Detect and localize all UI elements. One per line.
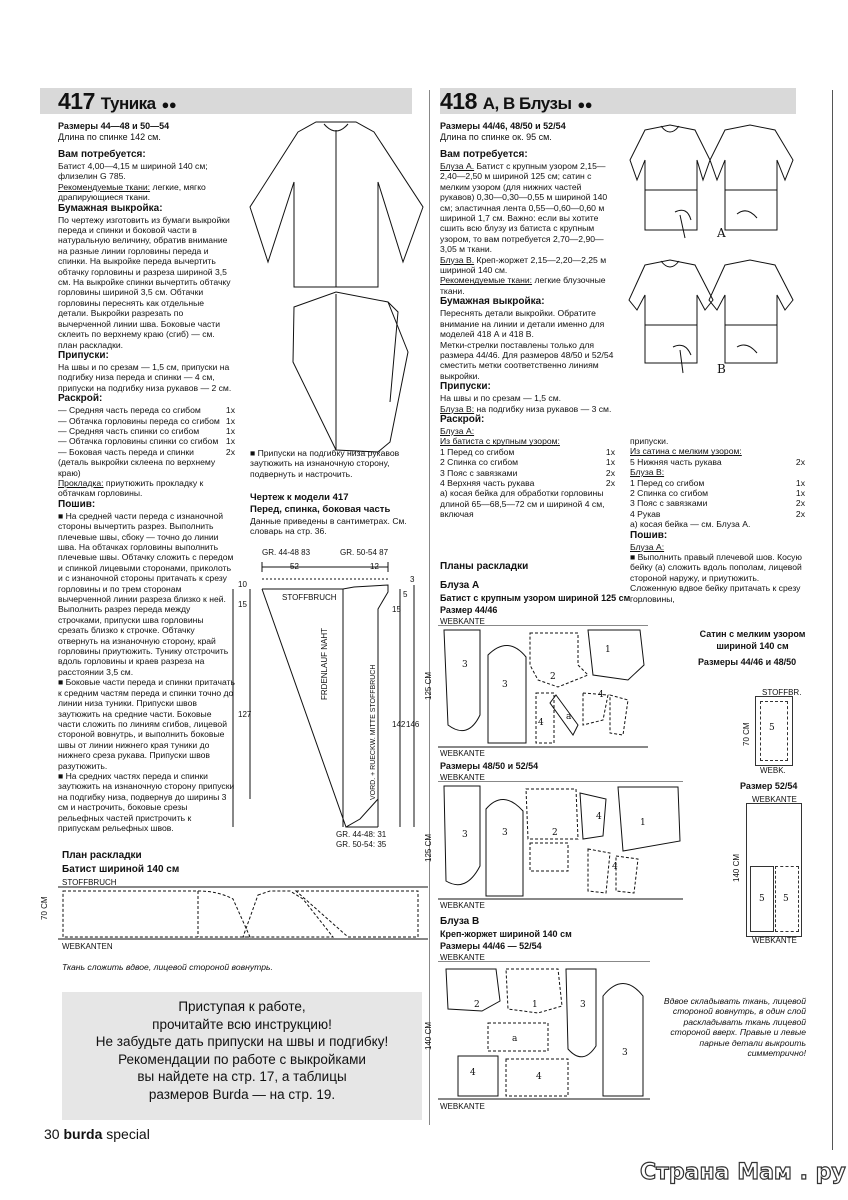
cut-list-item: [58, 447, 235, 478]
cut-list-b-item: [630, 478, 805, 488]
cut-heading: Раскрой:: [58, 393, 103, 405]
page-edge: [832, 90, 833, 1150]
cut-list-item-qty: 2х: [225, 446, 235, 457]
need-text: Батист 4,00—4,15 м шириной 140 см; флизелин G 785.: [58, 161, 208, 182]
dim-15a: 15: [238, 600, 247, 609]
length: Длина по спинке ок. 95 см.: [440, 132, 552, 142]
brand-logo: burda: [63, 1126, 103, 1142]
cut-list-item-label: — Боковая часть переда и спинки (деталь выкройки склеена по верхнему краю): [58, 446, 216, 478]
layout-heading: План раскладки: [62, 850, 142, 861]
dim-125-a2: 125 CM: [424, 833, 433, 862]
plan-a-heading: Блуза А: [440, 580, 480, 591]
fabrics-text: легкие блузочные ткани.: [440, 275, 606, 296]
cut-list-b-item-label: 4 Рукав: [630, 508, 661, 519]
pattern-draft: [228, 557, 428, 857]
draft-sub: Перед, спинка, боковая часть: [250, 504, 391, 515]
satin-label: Из сатина с мелким узором:: [630, 446, 742, 457]
sew-a-text: ■ Выполнить правый плечевой шов. Косую бейку (а) сложить вдоль пополам, лицевой стороной наружу, и приутюжить. Сложенную вдвое бейку притачать к срезу горловины,: [630, 552, 802, 604]
brand-special: special: [106, 1126, 150, 1142]
dim-125-a1: 125 CM: [424, 671, 433, 700]
webkante-a2-bot: WEBKANTE: [440, 901, 485, 910]
plan-a-sub: Батист с крупным узором шириной 125 см: [440, 593, 631, 603]
cut-list-a-item: [440, 468, 615, 478]
allow-b-label: Блуза В:: [440, 403, 475, 414]
difficulty-dots: ●●: [577, 97, 593, 112]
center-fold-label: VORD. + RUECKW. MITTE STOFFBRUCH: [370, 664, 377, 800]
notice-text: Приступая к работе, прочитайте всю инструкцию! Не забудьте дать припуски на швы и подгибку! Рекомендации по работе с выкройками вы найдете на стр. 17, а таблицы размеров Burda — на стр. 19.: [95, 999, 389, 1102]
cut-list-item-label: — Средняя часть спинки со сгибом: [58, 425, 200, 436]
cut-a-sub: Из батиста с крупным узором:: [440, 436, 560, 447]
webkante-a1-top: WEBKANTE: [440, 617, 485, 626]
webkante-b-top: WEBKANTE: [440, 953, 485, 962]
draft-note: Данные приведены в сантиметрах. См. словарь на стр. 36.: [250, 516, 407, 537]
model-name: А, В Блузы: [482, 94, 572, 113]
dim-10: 10: [238, 580, 247, 589]
gr-top-a: GR. 44-48 83: [262, 548, 311, 557]
column-divider: [429, 90, 430, 1125]
layout-a2: [438, 781, 683, 901]
cut-b-note: а) косая бейка — см. Блуза А.: [630, 519, 751, 530]
need-heading: Вам потребуется:: [58, 149, 146, 160]
layout-webkanten: WEBKANTEN: [62, 942, 113, 951]
paper-heading: Бумажная выкройка:: [58, 202, 163, 214]
plan-a-size: Размер 44/46: [440, 605, 498, 615]
webkante-a2-top: WEBKANTE: [440, 773, 485, 782]
layout-417: [58, 885, 428, 943]
fabrics-label: Рекомендуемые ткани:: [58, 181, 151, 192]
tunic-sketch: [238, 112, 438, 460]
dim-5: 5: [403, 590, 408, 599]
paper-text: По чертежу изготовить из бумаги выкройки переда и спинки и боковой части в натуральную величину, обратив внимание на разные линии горловины переда и спинки. На выкройке переда вычертить обтачку горловины и разреза шириной 3,5 см. На выкройке спинки вычертить обтачку горловины шириной 3,5 см. Обтачки горловины переснять как отдельные детали. Выкройки разрезать по вычерченной линии шва. Боковые части склеить по верхнему краю (сгиб) — см. план раскладки.: [58, 214, 231, 350]
cut-a-label: Блуза А:: [440, 425, 475, 436]
layout-stoffbruch: STOFFBRUCH: [62, 878, 117, 887]
cut-list-b-item: [630, 488, 805, 498]
paper-text: Переснять детали выкройки. Обратите внимание на линии и детали именно для моделей 418 А и 418 В. Метки-стрелки поставлены только для размера 44/46. Для размеров 48/50 и 52/54 сместить метки соответственно линиям выкройки.: [440, 308, 614, 381]
cut-list-a-item-qty: 1х: [605, 457, 615, 468]
cut-list-a-item: [440, 478, 615, 488]
difficulty-dots: ●●: [161, 97, 177, 112]
satin-webk: WEBK.: [760, 766, 786, 775]
page-number: 30: [44, 1126, 60, 1142]
satin2-webkante-top: WEBKANTE: [752, 795, 797, 804]
satin2-webkante-bot: WEBKANTE: [752, 936, 797, 945]
cut-list-item: [58, 405, 235, 415]
cut-a-note: а) косая бейка для обработки горловины длиной 65—68,5—72 см и шириной 4 см, включая: [440, 488, 605, 520]
cut-list-b-item-qty: 1х: [795, 477, 805, 488]
seam-label: FRDENLAUF NAHT: [320, 627, 329, 700]
plan-b-sub: Креп-жоржет шириной 140 см: [440, 929, 572, 939]
layout-a1: [438, 625, 648, 749]
cut-list-a-item-qty: 1х: [605, 446, 615, 457]
cut-list-b-item-label: 3 Пояс с завязками: [630, 498, 708, 509]
cut-heading: Раскрой:: [440, 413, 485, 425]
layout-sub: Батист шириной 140 см: [62, 864, 180, 875]
cut-list-a-item: [440, 457, 615, 467]
allow-text: На швы и по срезам — 1,5 см, припуски на подгибку низа переда и спинки — 4 см, припуски на подгибку низа рукавов — 2 см.: [58, 361, 232, 393]
cut-list-item-label: — Средняя часть переда со сгибом: [58, 405, 201, 416]
interfacing-text: приутюжить прокладку к обтачкам горловины.: [58, 477, 204, 499]
cut-list-a-item-qty: 2х: [605, 477, 615, 488]
plans-heading: Планы раскладки: [440, 561, 529, 572]
cut-list-item: [58, 426, 235, 436]
need-b-label: Блуза В.: [440, 254, 475, 265]
need-a: Батист с крупным узором 2,15—2,40—2,50 м шириной 125 см; сатин с мелким узором (для нижних частей рукавов) 0,30—0,30—0,55 м шириной 140 см; эластичная лента 0,55—0,60—0,60 м шириной 1,7 см. Важно: если вы хотите сшить всю блузу из батиста с крупным узором, то вам потребуется 2,70—2,90—3,05 м ткани.: [440, 161, 608, 255]
text-column-418: [440, 121, 615, 520]
cut-list-b-item-qty: 2х: [795, 508, 805, 519]
interfacing-label: Прокладка:: [58, 477, 104, 488]
cut-list-a-item-label: 1 Перед со сгибом: [440, 446, 515, 457]
cut-list-b-item-qty: 1х: [795, 488, 805, 499]
blouse-a-sketch: [625, 120, 800, 245]
satin2-140cm: 140 CM: [732, 853, 741, 882]
allow-heading: Припуски:: [58, 349, 109, 361]
paper-heading: Бумажная выкройка:: [440, 296, 545, 308]
satin-stoffbr: STOFFBR.: [762, 688, 802, 697]
layout-caption: Ткань сложить вдвое, лицевой стороной вовнутрь.: [62, 962, 273, 972]
cut-list-a-item-label: 2 Спинка со сгибом: [440, 457, 519, 468]
dim-15b: 15: [392, 605, 401, 614]
cut-list-b-item-label: 2 Спинка со сгибом: [630, 488, 709, 499]
text-column-418-right: [630, 436, 805, 604]
cut-list-b-item: [630, 498, 805, 508]
cut-list-item-qty: 1х: [225, 425, 235, 436]
layout-b: [438, 961, 650, 1101]
satin-list-item-label: 5 Нижняя часть рукава: [630, 456, 722, 467]
satin-list: [630, 457, 805, 467]
cut-list-item-label: — Обтачка горловины переда со сгибом: [58, 415, 220, 426]
cut-list-item-qty: 1х: [225, 436, 235, 447]
satin-list-item: [630, 457, 805, 467]
allowance-cont: припуски.: [630, 436, 669, 446]
fabrics-label: Рекомендуемые ткани:: [440, 275, 533, 286]
page-footer: [44, 1126, 150, 1142]
dim-127: 127: [238, 710, 252, 719]
dim-142: 142: [392, 720, 406, 729]
model-number: 417: [58, 88, 95, 114]
layout-70cm: 70 CM: [40, 896, 49, 920]
cut-list-a-item-label: 3 Пояс с завязками: [440, 467, 518, 478]
cut-list-b: [630, 478, 805, 520]
sizes: Размеры 44—48 и 50—54: [58, 121, 170, 131]
satin-layout-1: 5: [755, 696, 793, 766]
satin-size2: Размер 52/54: [740, 781, 798, 791]
cut-list-b-item-label: 1 Перед со сгибом: [630, 477, 705, 488]
cut-list-item: [58, 416, 235, 426]
webkante-b-bot: WEBKANTE: [440, 1102, 485, 1111]
model-title-418: [440, 88, 592, 115]
satin-layout-2: 5 5: [746, 803, 802, 937]
webkante-a1-bot: WEBKANTE: [440, 749, 485, 758]
text-column-417: [58, 121, 235, 833]
gr-bot-a: GR. 44-48: 31: [336, 830, 387, 839]
plan-a2-size: Размеры 48/50 и 52/54: [440, 761, 539, 771]
figure-b-label: B: [717, 362, 726, 376]
cut-list-item-qty: 1х: [225, 415, 235, 426]
cut-list-a: [440, 447, 615, 489]
gr-top-b: GR. 50-54 87: [340, 548, 389, 557]
cut-list-a-item-qty: 2х: [605, 467, 615, 478]
plan-b-size: Размеры 44/46 — 52/54: [440, 941, 542, 951]
need-heading: Вам потребуется:: [440, 149, 528, 160]
cut-list-item-qty: 1х: [225, 405, 235, 416]
need-b: Креп-жоржет 2,15—2,20—2,25 м шириной 140 см.: [440, 254, 607, 276]
model-title-417: [58, 88, 176, 115]
cut-list-a-item: [440, 447, 615, 457]
draft-heading: Чертеж к модели 417: [250, 492, 349, 503]
satin-size: Размеры 44/46 и 48/50: [698, 657, 797, 667]
allow-text: На швы и по срезам — 1,5 см.: [440, 393, 561, 404]
sleeve-note: ■ Припуски на подгибку низа рукавов заутюжить на изнаночную сторону, подвернуть и настрочить.: [250, 448, 400, 479]
model-number: 418: [440, 88, 477, 114]
cut-list-item-label: — Обтачка горловины спинки со сгибом: [58, 436, 219, 447]
model-name: Туника: [100, 94, 156, 113]
cut-list: [58, 405, 235, 478]
cut-list-item: [58, 436, 235, 446]
cut-b-label: Блуза В:: [630, 467, 665, 478]
satin-70cm: 70 CM: [742, 722, 751, 746]
dim-140-b: 140 CM: [424, 1021, 433, 1050]
sizes: Размеры 44/46, 48/50 и 52/54: [440, 121, 566, 131]
draft-header: [250, 492, 420, 537]
sew-text: ■ На средней части переда с изнаночной стороны вычертить разрез. Выполнить плечевые швы, сбоку — точно до линии шва. На обтачках горловины выполнить плечевые швы. Обтачку сложить с передом и спинкой лицевыми сторонами, приколоть и с изнаночной стороны притачать к срезу горловины и по трем сторонам вычерченной линии разреза близко к ней. Выполнить разрез переда между строчками, припуски шва горловины срезать близко к строчке. Обтачку отвернуть на изнаночную сторону, край горловины приутюжить. Тунику отстрочить вдоль горловины и краев разреза на расстоянии 3,5 см. ■ Боковые части переда и спинки притачать к средним частям переда и спинки точно до линии низа туники. Припуски швов заутюжить на средние части. Боковые части сложить по линиям сгибов, лицевой стороной вовнутрь, и выполнить боковые швы от линии нижнего края туники до нижнего среза рукава. Припуски швов разутюжить. ■ На средних частях переда и спинки заутюжить на изнаночную сторону припуски на подгибку низа, подвернув до ширины 3 см и настрочить, боковые срезы рельефных частей пристрочить к припускам рельефных швов.: [58, 510, 235, 833]
dim-146: 146: [406, 720, 420, 729]
cut-list-a-item-label: 4 Верхняя часть рукава: [440, 477, 535, 488]
cut-list-b-item: [630, 509, 805, 519]
allow-heading: Припуски:: [440, 381, 491, 393]
fabrics-text: легкие, мягко драпирующиеся ткани.: [58, 181, 206, 203]
satin-list-item-qty: 2х: [795, 456, 805, 467]
sew-heading: Пошив:: [630, 529, 668, 541]
allow-b: на подгибку низа рукавов — 3 см.: [476, 403, 612, 414]
cut-list-b-item-qty: 2х: [795, 498, 805, 509]
figure-a-label: A: [717, 226, 726, 240]
dim-52: 52: [290, 562, 299, 571]
sew-a-label: Блуза А:: [630, 541, 665, 552]
fold-note: Вдвое складывать ткань, лицевой стороной вовнутрь, в один слой раскладывать ткань лицевой стороной вверх. Правые и левые парные детали выкроить симметрично!: [663, 996, 806, 1059]
satin-heading: Сатин с мелким узором шириной 140 см: [699, 629, 806, 651]
watermark: Страна Мам . ру: [640, 1160, 846, 1185]
blouse-b-sketch: [625, 255, 800, 380]
plan-b-heading: Блуза В: [440, 916, 480, 927]
dim-12: 12: [370, 562, 379, 571]
stoffbruch-label: STOFFBRUCH: [282, 593, 337, 602]
dim-3: 3: [410, 575, 415, 584]
need-a-label: Блуза А.: [440, 161, 475, 171]
gr-bot-b: GR. 50-54: 35: [336, 840, 387, 849]
sew-heading: Пошив:: [58, 498, 96, 510]
length: Длина по спинке 142 см.: [58, 132, 161, 142]
notice-box: [62, 992, 422, 1120]
